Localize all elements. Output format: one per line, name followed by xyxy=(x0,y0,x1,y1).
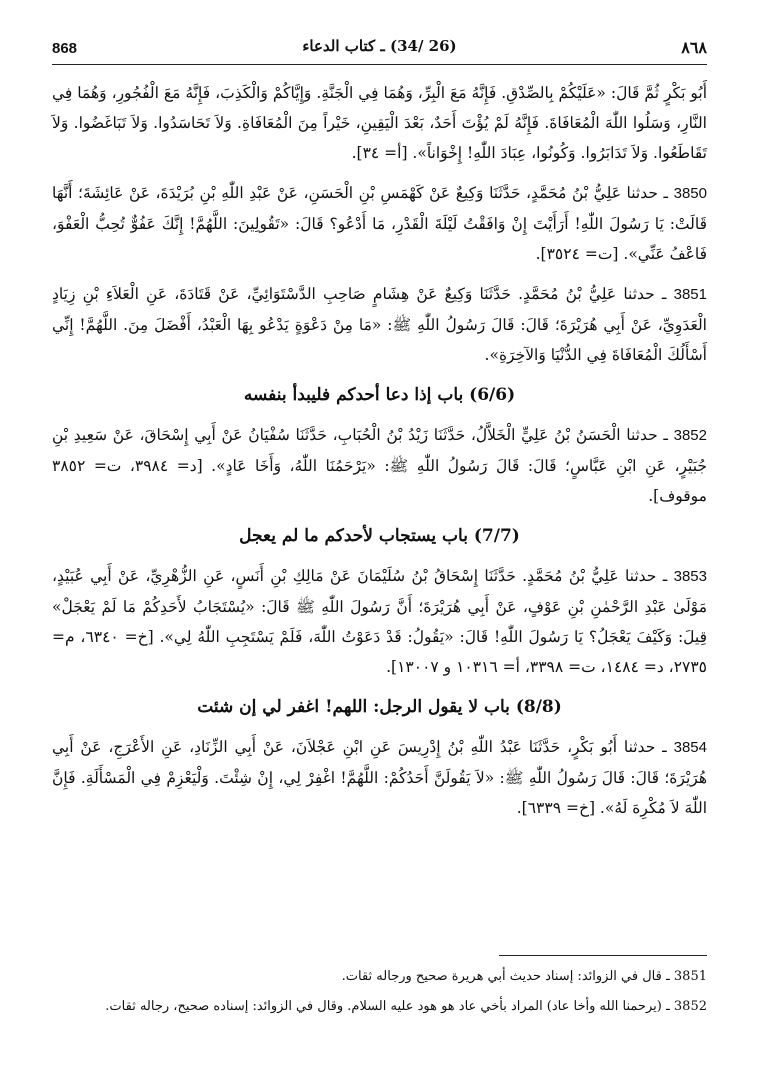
page-number-arabic: ٨٦٨ xyxy=(681,40,707,57)
hadith-number: 3853 xyxy=(673,568,707,585)
footnote: 3852 ـ (يرحمنا الله وأخا عاد) المراد بأخي عاد هو هود عليه السلام. وقال في الزوائد: إسناده صحيح، رجاله ثقات. xyxy=(105,999,707,1014)
hadith-text: أَبُو بَكْرٍ ثُمَّ قَالَ: «عَلَيْكُمْ بِالصِّدْقِ. فَإِنَّهُ مَعَ الْبِرِّ، وَهُمَا فِي الْجَنَّةِ. وَإِيَّاكُمْ وَالْكَذِبَ، فَإِنَّهُ مَعَ الْفُجُورِ، وَهُمَا فِي النَّارِ، وَسَلُوا اللّٰهَ الْمُعَافَاةَ. فَإِنَّهُ لَمْ يُؤْتَ أَحَدٌ، بَعْدَ الْيَقِينِ، خَيْراً مِنَ الْمُعَافَاةِ. وَلاَ تَحَاسَدُوا. وَلاَ تَبَاغَضُوا. وَلاَ تَقَاطَعُوا. وَلاَ تَدَابَرُوا. وَكُونُوا، عِبَادَ اللّٰهِ! إِخْوَاناً». [أ= ٣٤]. xyxy=(52,84,707,162)
hadith-continuation xyxy=(52,78,707,168)
footnotes xyxy=(52,955,707,1022)
page-header xyxy=(52,30,707,65)
hadith-3854 xyxy=(52,732,707,823)
page-body xyxy=(52,78,707,833)
hadith-3852 xyxy=(52,420,707,511)
hadith-text: ـ حدثنا أَبُو بَكْرٍ، حَدَّثَنَا عَبْدُ اللّٰهِ بْنُ إِدْرِيسَ عَنِ ابْنِ عَجْلاَنَ، عَنْ أَبِي الزِّنَادِ، عَنِ الأَعْرَجِ، عَنْ أَبِي هُرَيْرَةَ؛ قَالَ: قَالَ رَسُولُ اللّٰهِ ﷺ: «لاَ يَقُولَنَّ أَحَدُكُمْ: اللَّهُمَّ! اغْفِرْ لِي، إِنْ شِئْتَ. وَلْيَعْزِمْ فِي الْمَسْأَلَةِ. فَإِنَّ اللّٰهَ لاَ مُكْرِهَ لَهُ». [خ= ٦٣٣٩]. xyxy=(52,738,707,817)
chapter-heading: (8/8) باب لا يقول الرجل: اللهم! اغفر لي إن شئت xyxy=(197,697,562,717)
hadith-number: 3854 xyxy=(673,739,707,756)
hadith-text: ـ حدثنا عَلِيُّ بْنُ مُحَمَّدٍ. حَدَّثَنَا وَكِيعٌ عَنْ هِشَامٍ صَاحِبِ الدَّسْتَوَائِيِّ، عَنْ قَتَادَةَ، عَنِ الْعَلاَءِ بْنِ زِيَادٍ الْعَدَوِيِّ، عَنْ أَبِي هُرَيْرَةَ؛ قَالَ: قَالَ رَسُولُ اللّٰهِ ﷺ: «مَا مِنْ دَعْوَةٍ يَدْعُو بِهَا الْعَبْدُ، أَفْضَلَ مِنَ. اللَّهُمَّ! إِنِّي أَسْأَلُكَ الْمُعَافَاةَ فِي الدُّنْيَا وَالآخِرَةِ». xyxy=(52,285,707,364)
hadith-text: ـ حدثنا عَلِيُّ بْنُ مُحَمَّدٍ، حَدَّثَنَا وَكِيعٌ عَنْ كَهْمَسِ بْنِ الْحَسَنِ، عَنْ عَبْدِ اللّٰهِ بْنِ بُرَيْدَةَ، عَنْ عَائِشَةَ؛ أَنَّهَا قَالَتْ: يَا رَسُولَ اللّٰهِ! أَرَأَيْتَ إِنْ وَافَقْتُ لَيْلَةَ الْقَدْرِ، مَا أَدْعُو؟ قَالَ: «تَقُولِينَ: اللَّهُمَّ! إِنَّكَ عَفُوٌّ تُحِبُّ الْعَفْوَ، فَاعْفُ عَنِّي». [ت= ٣٥٢٤]. xyxy=(52,184,707,263)
hadith-3851 xyxy=(52,279,707,370)
hadith-text: ـ حدثنا الْحَسَنُ بْنُ عَلِيٍّ الْخَلاَّلُ، حَدَّثَنَا زَيْدُ بْنُ الْحُبَابِ، حَدَّثَنَا سُفْيَانُ عَنْ أَبِي إِسْحَاقَ، عَنْ سَعِيدِ بْنِ جُبَيْرٍ، عَنِ ابْنِ عَبَّاسٍ؛ قَالَ: قَالَ رَسُولُ اللّٰهِ ﷺ: «يَرْحَمُنَا اللّٰهُ، وَأَخَا عَادٍ». [د= ٣٩٨٤، ت= ٣٨٥٢ موقوف]. xyxy=(52,426,707,505)
footnote: 3851 ـ قال في الزوائد: إسناد حديث أبي هريرة صحيح ورجاله ثقات. xyxy=(341,969,707,984)
hadith-number: 3852 xyxy=(673,427,707,444)
footnote-divider xyxy=(499,955,707,956)
hadith-text: ـ حدثنا عَلِيُّ بْنُ مُحَمَّدٍ. حَدَّثَنَا إِسْحَاقُ بْنُ سُلَيْمَانَ عَنْ مَالِكِ بْنِ أَنَسٍ، عَنِ الزُّهْرِيِّ، عَنْ أَبِي عُبَيْدٍ، مَوْلَىٰ عَبْدِ الرَّحْمٰنِ بْنِ عَوْفٍ، عَنْ أَبِي هُرَيْرَةَ؛ أَنَّ رَسُولَ اللّٰهِ ﷺ قَالَ: «يُسْتَجَابُ لأَحَدِكُمْ مَا لَمْ يَعْجَلْ» قِيلَ: وَكَيْفَ يَعْجَلُ؟ يَا رَسُولَ اللّٰهِ! قَالَ: «يَقُولُ: قَدْ دَعَوْتُ اللّٰهَ، فَلَمْ يَسْتَجِبِ اللّٰهُ لِي». [خ= ٦٣٤٠، م= ٢٧٣٥، د= ١٤٨٤، ت= ٣٣٩٨، أ= ١٠٣١٦ و ١٣٠٠٧]. xyxy=(52,567,708,676)
page-number-latin: 868 xyxy=(52,40,78,57)
hadith-3850 xyxy=(52,178,707,269)
hadith-3853 xyxy=(52,561,707,682)
hadith-number: 3850 xyxy=(673,185,707,202)
chapter-heading: (6/6) باب إذا دعا أحدكم فليبدأ بنفسه xyxy=(243,385,516,405)
hadith-number: 3851 xyxy=(673,286,707,303)
chapter-heading: (7/7) باب يستجاب لأحدكم ما لم يعجل xyxy=(239,526,520,546)
running-title: (26 /34) ـ كتاب الدعاء xyxy=(302,37,457,55)
